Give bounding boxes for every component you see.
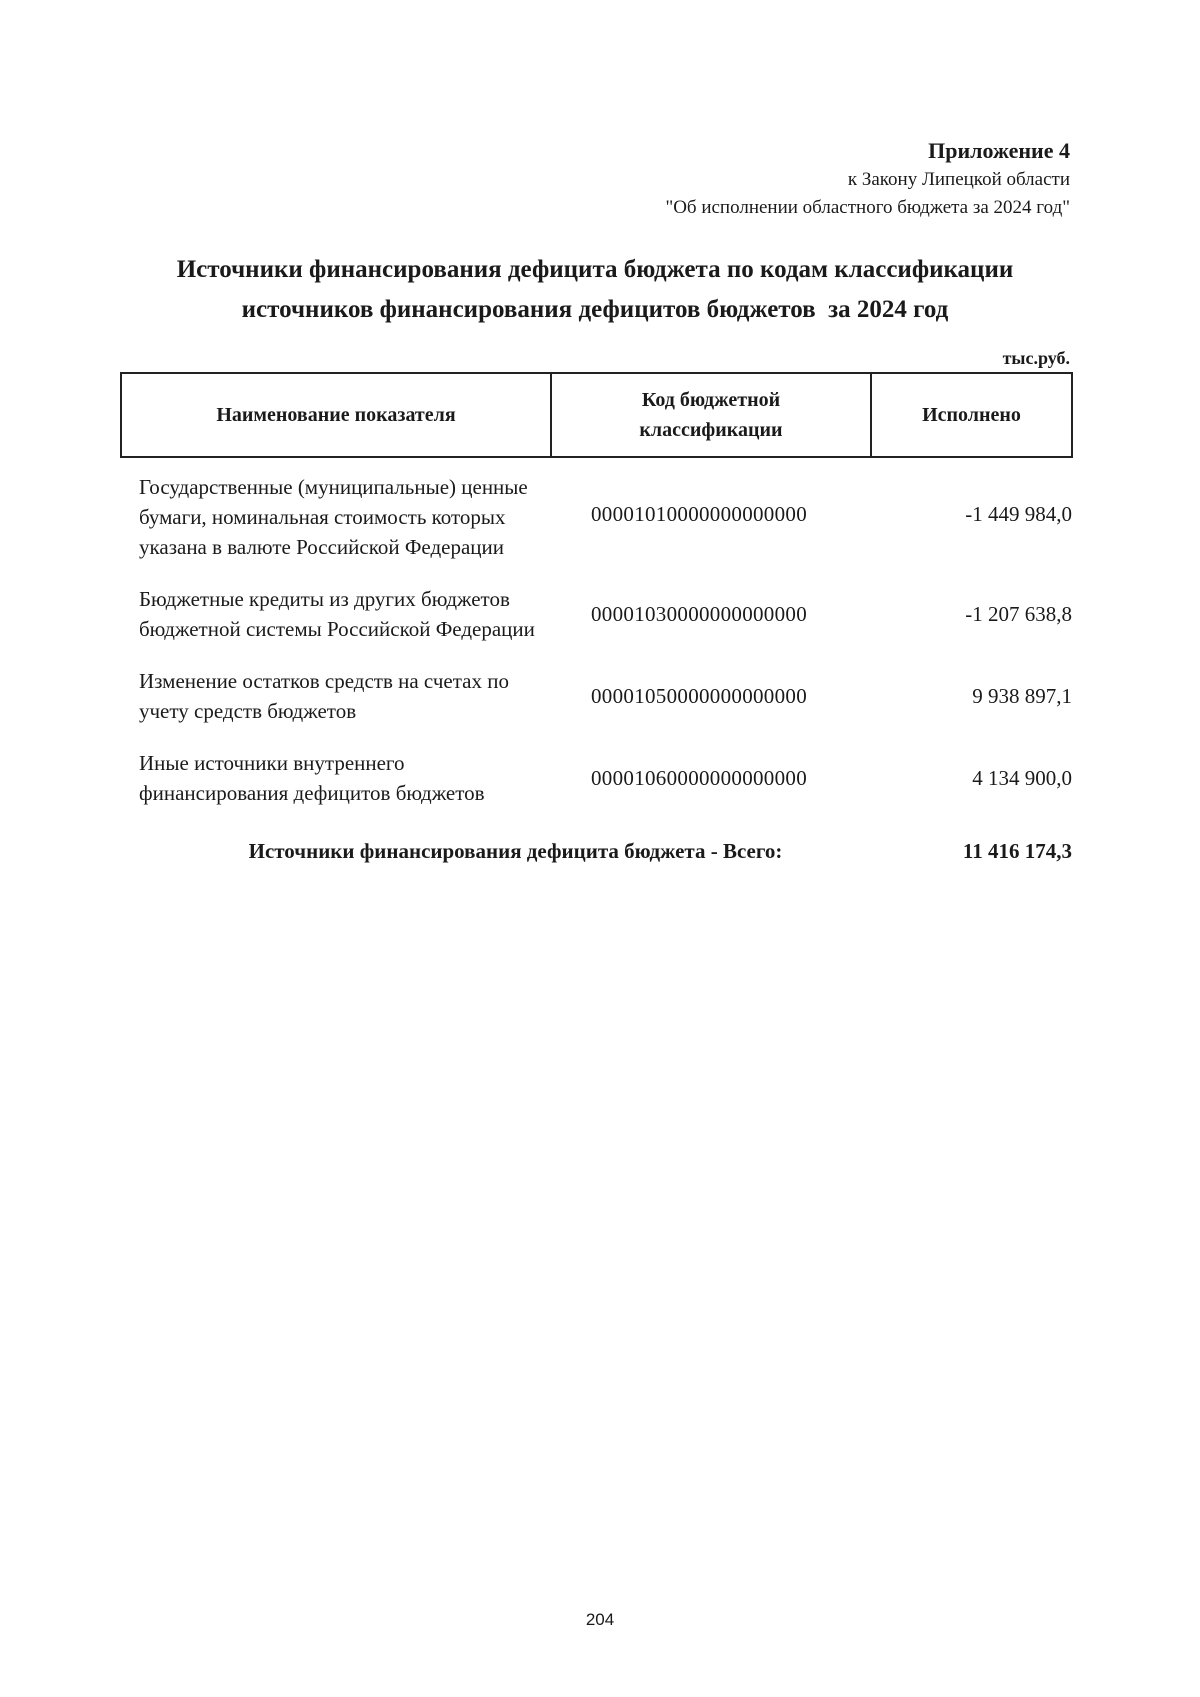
row-value: -1 449 984,0 xyxy=(965,502,1072,526)
total-label: Источники финансирования дефицита бюджета - Всего: xyxy=(248,839,783,863)
table-row xyxy=(121,740,1072,822)
row-value: 9 938 897,1 xyxy=(972,684,1072,708)
unit-label: тыс.руб. xyxy=(1002,348,1070,368)
table-row xyxy=(121,576,1072,658)
row-code: 00001030000000000000 xyxy=(591,602,807,626)
header-executed: Исполнено xyxy=(871,373,1072,457)
header-budget-code: Код бюджетной классификации xyxy=(551,373,871,457)
financing-sources-table xyxy=(120,372,1073,880)
row-name: Государственные (муниципальные) ценные бумаги, номинальная стоимость которых указана в валюте Российской Федерации xyxy=(139,475,528,559)
row-name: Изменение остатков средств на счетах по учету средств бюджетов xyxy=(139,669,509,723)
row-value: 4 134 900,0 xyxy=(972,766,1072,790)
appendix-block xyxy=(370,136,1070,222)
document-title-line-2: источников финансирования дефицитов бюджетов за 2024 год xyxy=(241,296,949,323)
row-code: 00001010000000000000 xyxy=(591,502,807,526)
table-header-row xyxy=(121,373,1072,457)
row-name: Бюджетные кредиты из других бюджетов бюджетной системы Российской Федерации xyxy=(139,587,535,641)
header-indicator-name: Наименование показателя xyxy=(121,373,551,457)
total-row xyxy=(121,822,1072,880)
appendix-law-name: "Об исполнении областного бюджета за 2024 год" xyxy=(665,197,1070,218)
appendix-law-reference: к Закону Липецкой области xyxy=(847,169,1070,190)
document-title xyxy=(100,250,1090,330)
table-row xyxy=(121,457,1072,576)
row-name: Иные источники внутреннего финансирования дефицитов бюджетов xyxy=(139,751,485,805)
row-value: -1 207 638,8 xyxy=(965,602,1072,626)
appendix-title: Приложение 4 xyxy=(928,138,1070,163)
table-row xyxy=(121,658,1072,740)
total-value: 11 416 174,3 xyxy=(962,839,1072,863)
row-code: 00001050000000000000 xyxy=(591,684,807,708)
document-title-line-1: Источники финансирования дефицита бюджета по кодам классификации xyxy=(176,256,1014,283)
row-code: 00001060000000000000 xyxy=(591,766,807,790)
page-number: 204 xyxy=(585,1610,615,1629)
